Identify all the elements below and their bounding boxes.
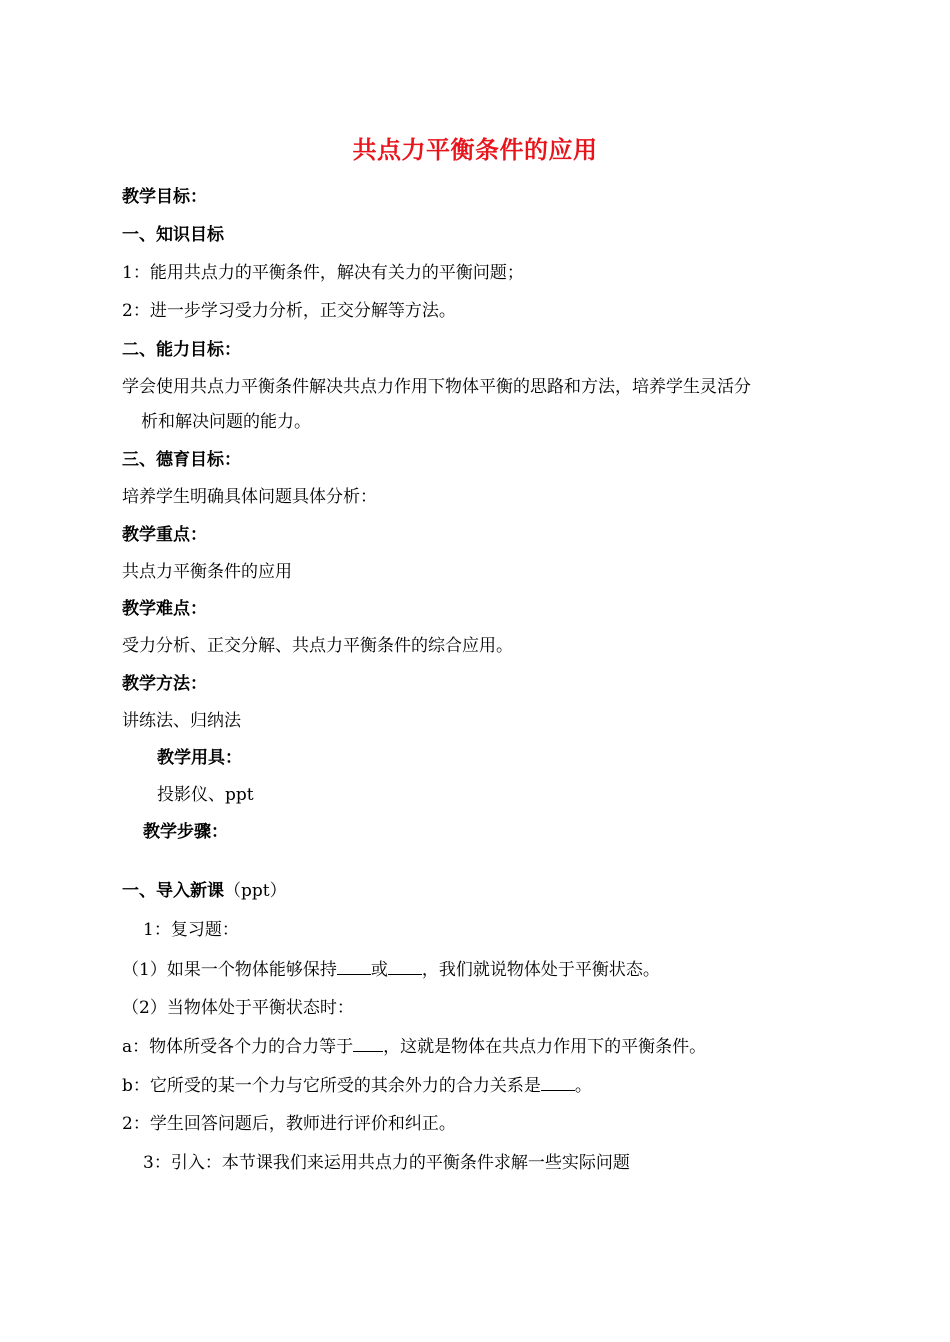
answer-blank-3[interactable] [353, 1035, 383, 1052]
answer-blank-1[interactable] [337, 958, 371, 975]
ability-text-line2: 析和解决问题的能力。 [141, 412, 311, 432]
steps-heading: 教学步骤： [143, 822, 228, 842]
item-2: 2：学生回答问题后，教师进行评价和纠正。 [122, 1114, 456, 1134]
tools-heading: 教学用具： [157, 748, 242, 768]
ability-text-line1: 学会使用共点力平衡条件解决共点力作用下物体平衡的思路和方法，培养学生灵活分 [122, 377, 751, 397]
knowledge-item-1: 1：能用共点力的平衡条件，解决有关力的平衡问题； [122, 263, 524, 283]
key-point-text: 共点力平衡条件的应用 [122, 562, 292, 582]
question-2: （2）当物体处于平衡状态时： [122, 998, 354, 1018]
section1-heading-tail: （ppt） [224, 881, 287, 901]
answer-blank-4[interactable] [541, 1074, 575, 1091]
objectives-heading: 教学目标： [122, 187, 207, 207]
review-label: 1：复习题： [143, 920, 239, 940]
question-1-part-c: ，我们就说物体处于平衡状态。 [421, 960, 660, 980]
moral-heading: 三、德育目标： [122, 450, 241, 470]
section1-heading-title: 一、导入新课 [122, 881, 224, 901]
section1-heading [122, 880, 287, 902]
item-3: 3：引入：本节课我们来运用共点力的平衡条件求解一些实际问题 [143, 1153, 630, 1173]
ability-heading: 二、能力目标： [122, 340, 241, 360]
tools-text: 投影仪、ppt [157, 785, 254, 805]
document-title: 共点力平衡条件的应用 [352, 135, 598, 164]
difficulty-text: 受力分析、正交分解、共点力平衡条件的综合应用。 [122, 636, 513, 656]
moral-text: 培养学生明确具体问题具体分析： [122, 487, 377, 507]
question-2b-part-a: b：它所受的某一个力与它所受的其余外力的合力关系是 [122, 1076, 541, 1096]
key-point-heading: 教学重点： [122, 525, 207, 545]
method-heading: 教学方法： [122, 674, 207, 694]
answer-blank-2[interactable] [388, 958, 422, 975]
difficulty-heading: 教学难点： [122, 599, 207, 619]
question-1 [122, 958, 660, 981]
question-2a-part-a: a：物体所受各个力的合力等于 [122, 1037, 354, 1057]
question-1-part-b: 或 [370, 960, 388, 980]
method-text: 讲练法、归纳法 [122, 711, 241, 731]
question-1-part-a: （1）如果一个物体能够保持 [122, 960, 337, 980]
knowledge-item-2: 2：进一步学习受力分析，正交分解等方法。 [122, 301, 456, 321]
question-2a [122, 1035, 706, 1058]
question-2b [122, 1074, 592, 1097]
question-2b-part-b: 。 [574, 1076, 592, 1096]
knowledge-heading: 一、知识目标 [122, 225, 224, 245]
question-2a-part-b: ，这就是物体在共点力作用下的平衡条件。 [383, 1037, 707, 1057]
